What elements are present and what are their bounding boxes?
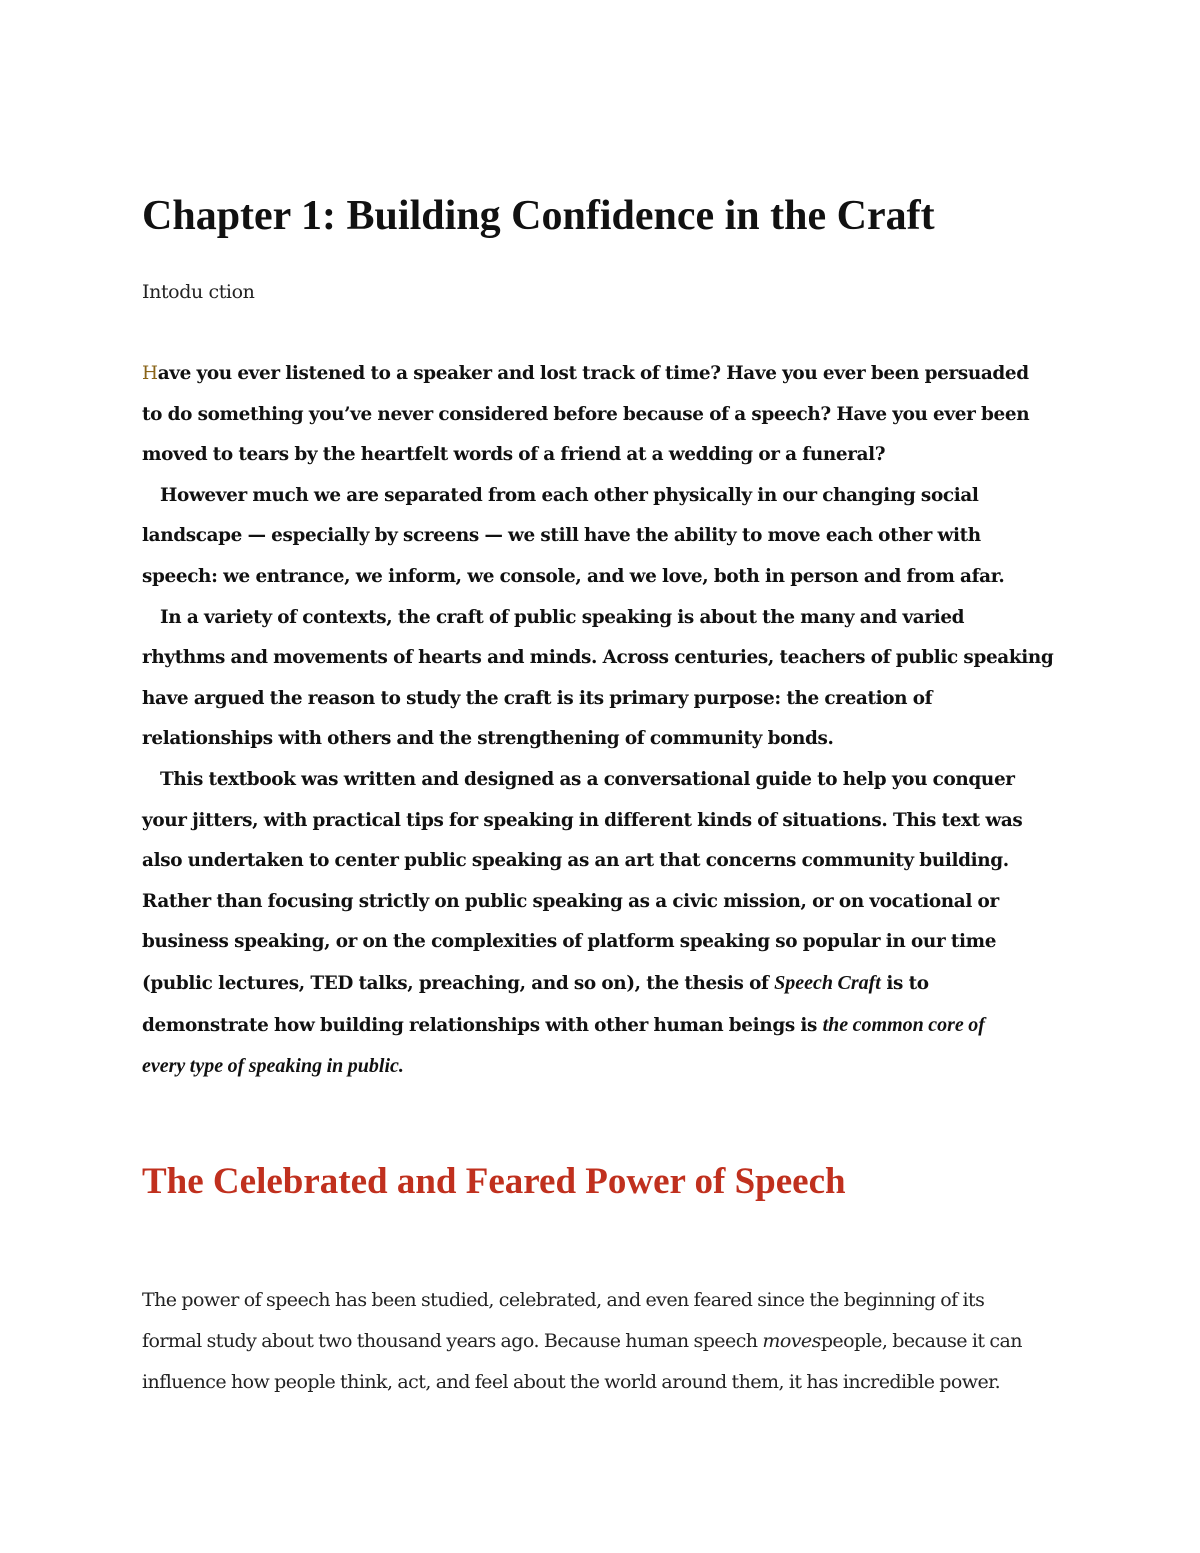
intro-paragraph-2-line-3: speech: we entrance, we inform, we console, and we love, both in person and from afar. (142, 565, 1005, 587)
drop-cap: H (142, 363, 158, 384)
section-line-3: influence how people think, act, and feel about the world around them, it has incredible power. (142, 1371, 1001, 1393)
intro-paragraph-2-line-2: landscape — especially by screens — we still have the ability to move each other with (142, 525, 981, 547)
thesis-emphasis: the common core of (822, 1013, 985, 1036)
intro-paragraph-3-line-3: have argued the reason to study the craft is its primary purpose: the creation of (142, 687, 933, 709)
intro-paragraph-4-line-4: Rather than focusing strictly on public speaking as a civic mission, or on vocational or (142, 890, 999, 912)
intro-paragraph-3-line-4: relationships with others and the strengthening of community bonds. (142, 728, 834, 750)
section-heading: The Celebrated and Feared Power of Speech (142, 1161, 846, 1202)
introduction-label: Intodu ction (142, 281, 255, 303)
thesis-emphasis-end: every type of speaking in public. (142, 1055, 404, 1078)
intro-paragraph-4-line-7: demonstrate how building relationships with other human beings is the common core of (142, 1013, 985, 1036)
emphasis-moves: moves (762, 1330, 821, 1352)
intro-paragraph-4-line-8 (142, 1046, 1072, 1088)
intro-paragraph-4-line-1: This textbook was written and designed as a conversational guide to help you conquer (160, 768, 1015, 790)
intro-paragraph-1-line-2: to do something you’ve never considered before because of a speech? Have you ever been (142, 403, 1030, 425)
intro-paragraph-2-line-1: However much we are separated from each other physically in our changing social (160, 484, 979, 506)
chapter-title: Chapter 1: Building Confidence in the Craft (142, 193, 935, 239)
intro-paragraph-3-line-2: rhythms and movements of hearts and minds. Across centuries, teachers of public speaking (142, 647, 1054, 669)
intro-paragraph-4-line-2: your jitters, with practical tips for speaking in different kinds of situations. This text was (142, 809, 1023, 831)
intro-paragraph-4-line-6: (public lectures, TED talks, preaching, and so on), the thesis of Speech Craft is to (142, 971, 929, 994)
section-body (142, 1280, 1072, 1403)
section-line-1: The power of speech has been studied, celebrated, and even feared since the beginning of its (142, 1289, 985, 1311)
intro-paragraph-1-line-3: moved to tears by the heartfelt words of a friend at a wedding or a funeral? (142, 444, 886, 466)
introduction-body (142, 354, 1072, 1088)
intro-paragraph-3-line-1: In a variety of contexts, the craft of public speaking is about the many and varied (160, 606, 965, 628)
book-title-speech-craft: Speech Craft (774, 971, 881, 994)
intro-paragraph-1-line-1: Have you ever listened to a speaker and lost track of time? Have you ever been persuaded (142, 363, 1029, 384)
section-line-2: formal study about two thousand years ago. Because human speech movespeople, because it can (142, 1330, 1022, 1352)
intro-paragraph-4-line-3: also undertaken to center public speaking as an art that concerns community building. (142, 850, 1009, 872)
intro-paragraph-4-line-5: business speaking, or on the complexities of platform speaking so popular in our time (142, 931, 997, 953)
